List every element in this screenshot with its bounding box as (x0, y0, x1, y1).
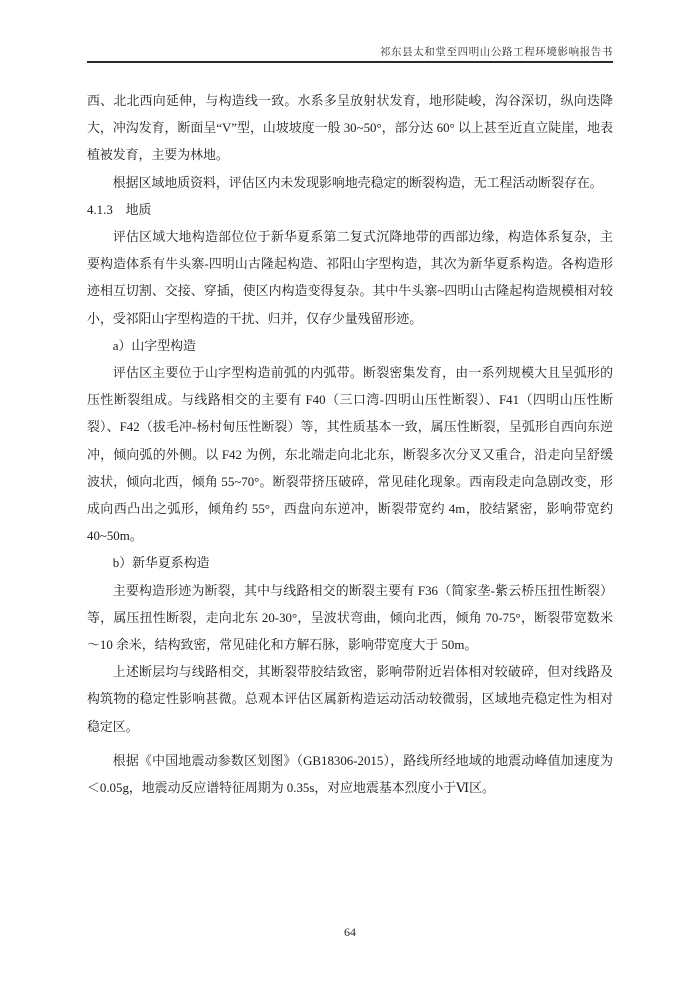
paragraph: 评估区主要位于山字型构造前弧的内弧带。断裂密集发育，由一系列规模大且呈弧形的压性断裂组成。与线路相交的主要有 F40（三口湾-四明山压性断裂）、F41（四明山压性断裂）、F42（拔毛冲-杨村甸压性断裂）等，其性质基本一致，属压性断裂，呈弧形自西向东逆冲，倾向弧的外侧。以 F42 为例，东北端走向北北东，断裂多次分叉又重合，沿走向呈舒缓波状，倾向北西，倾角 55~70°。断裂带挤压破碎，常见硅化现象。西南段走向急剧改变，形成向西凸出之弧形，倾角约 55°，西盘向东逆冲，断裂带宽约 4m，胶结紧密，影响带宽约 40~50m。 (87, 366, 613, 544)
subheading-b: b）新华夏系构造 (112, 556, 210, 571)
paragraph: 上述断层均与线路相交，其断裂带胶结致密，影响带附近岩体相对较破碎，但对线路及构筑物的稳定性影响甚微。总观本评估区属新构造运动活动较微弱，区域地壳稳定性为相对稳定区。 (87, 665, 613, 734)
body-text (87, 88, 613, 802)
paragraph: 主要构造形迹为断裂，其中与线路相交的断裂主要有 F36（简家垄-紫云桥压扭性断裂）等，属压扭性断裂，走向北东 20-30°，呈波状弯曲，倾向北西，倾角 70-75°，断裂带宽数米～10 余米，结构致密，常见硅化和方解石脉，影响带宽度大于 50m。 (87, 583, 613, 653)
section-heading-4-1-3: 4.1.3 地质 (87, 202, 152, 217)
report-header-title: 祁东县太和堂至四明山公路工程环境影响报告书 (379, 47, 613, 58)
subheading-a: a）山字型构造 (112, 338, 196, 353)
page-number: 64 (344, 925, 356, 939)
paragraph: 根据《中国地震动参数区划图》（GB18306-2015），路线所经地域的地震动峰值加速度为＜0.05g，地震动反应谱特征周期为 0.35s，对应地震基本烈度小于Ⅵ区。 (87, 753, 613, 796)
header-rule (87, 61, 613, 63)
paragraph: 评估区域大地构造部位位于新华夏系第二复式沉降地带的西部边缘，构造体系复杂，主要构造体系有牛头寨-四明山古隆起构造、祁阳山字型构造，其次为新华夏系构造。各构造形迹相互切割、交接、穿插，使区内构造变得复杂。其中牛头寨~四明山古隆起构造规模相对较小，受祁阳山字型构造的干扰、归并，仅存少量残留形迹。 (87, 230, 613, 326)
paragraph: 根据区域地质资料，评估区内未发现影响地壳稳定的断裂构造，无工程活动断裂存在。 (112, 175, 603, 190)
paragraph-continuation: 西、北北西向延伸，与构造线一致。水系多呈放射状发育，地形陡峻，沟谷深切，纵向迭降大，冲沟发育，断面呈“V”型，山坡坡度一般 30~50°，部分达 60° 以上甚至近直立陡崖，地表植被发育，主要为林地。 (87, 94, 613, 163)
